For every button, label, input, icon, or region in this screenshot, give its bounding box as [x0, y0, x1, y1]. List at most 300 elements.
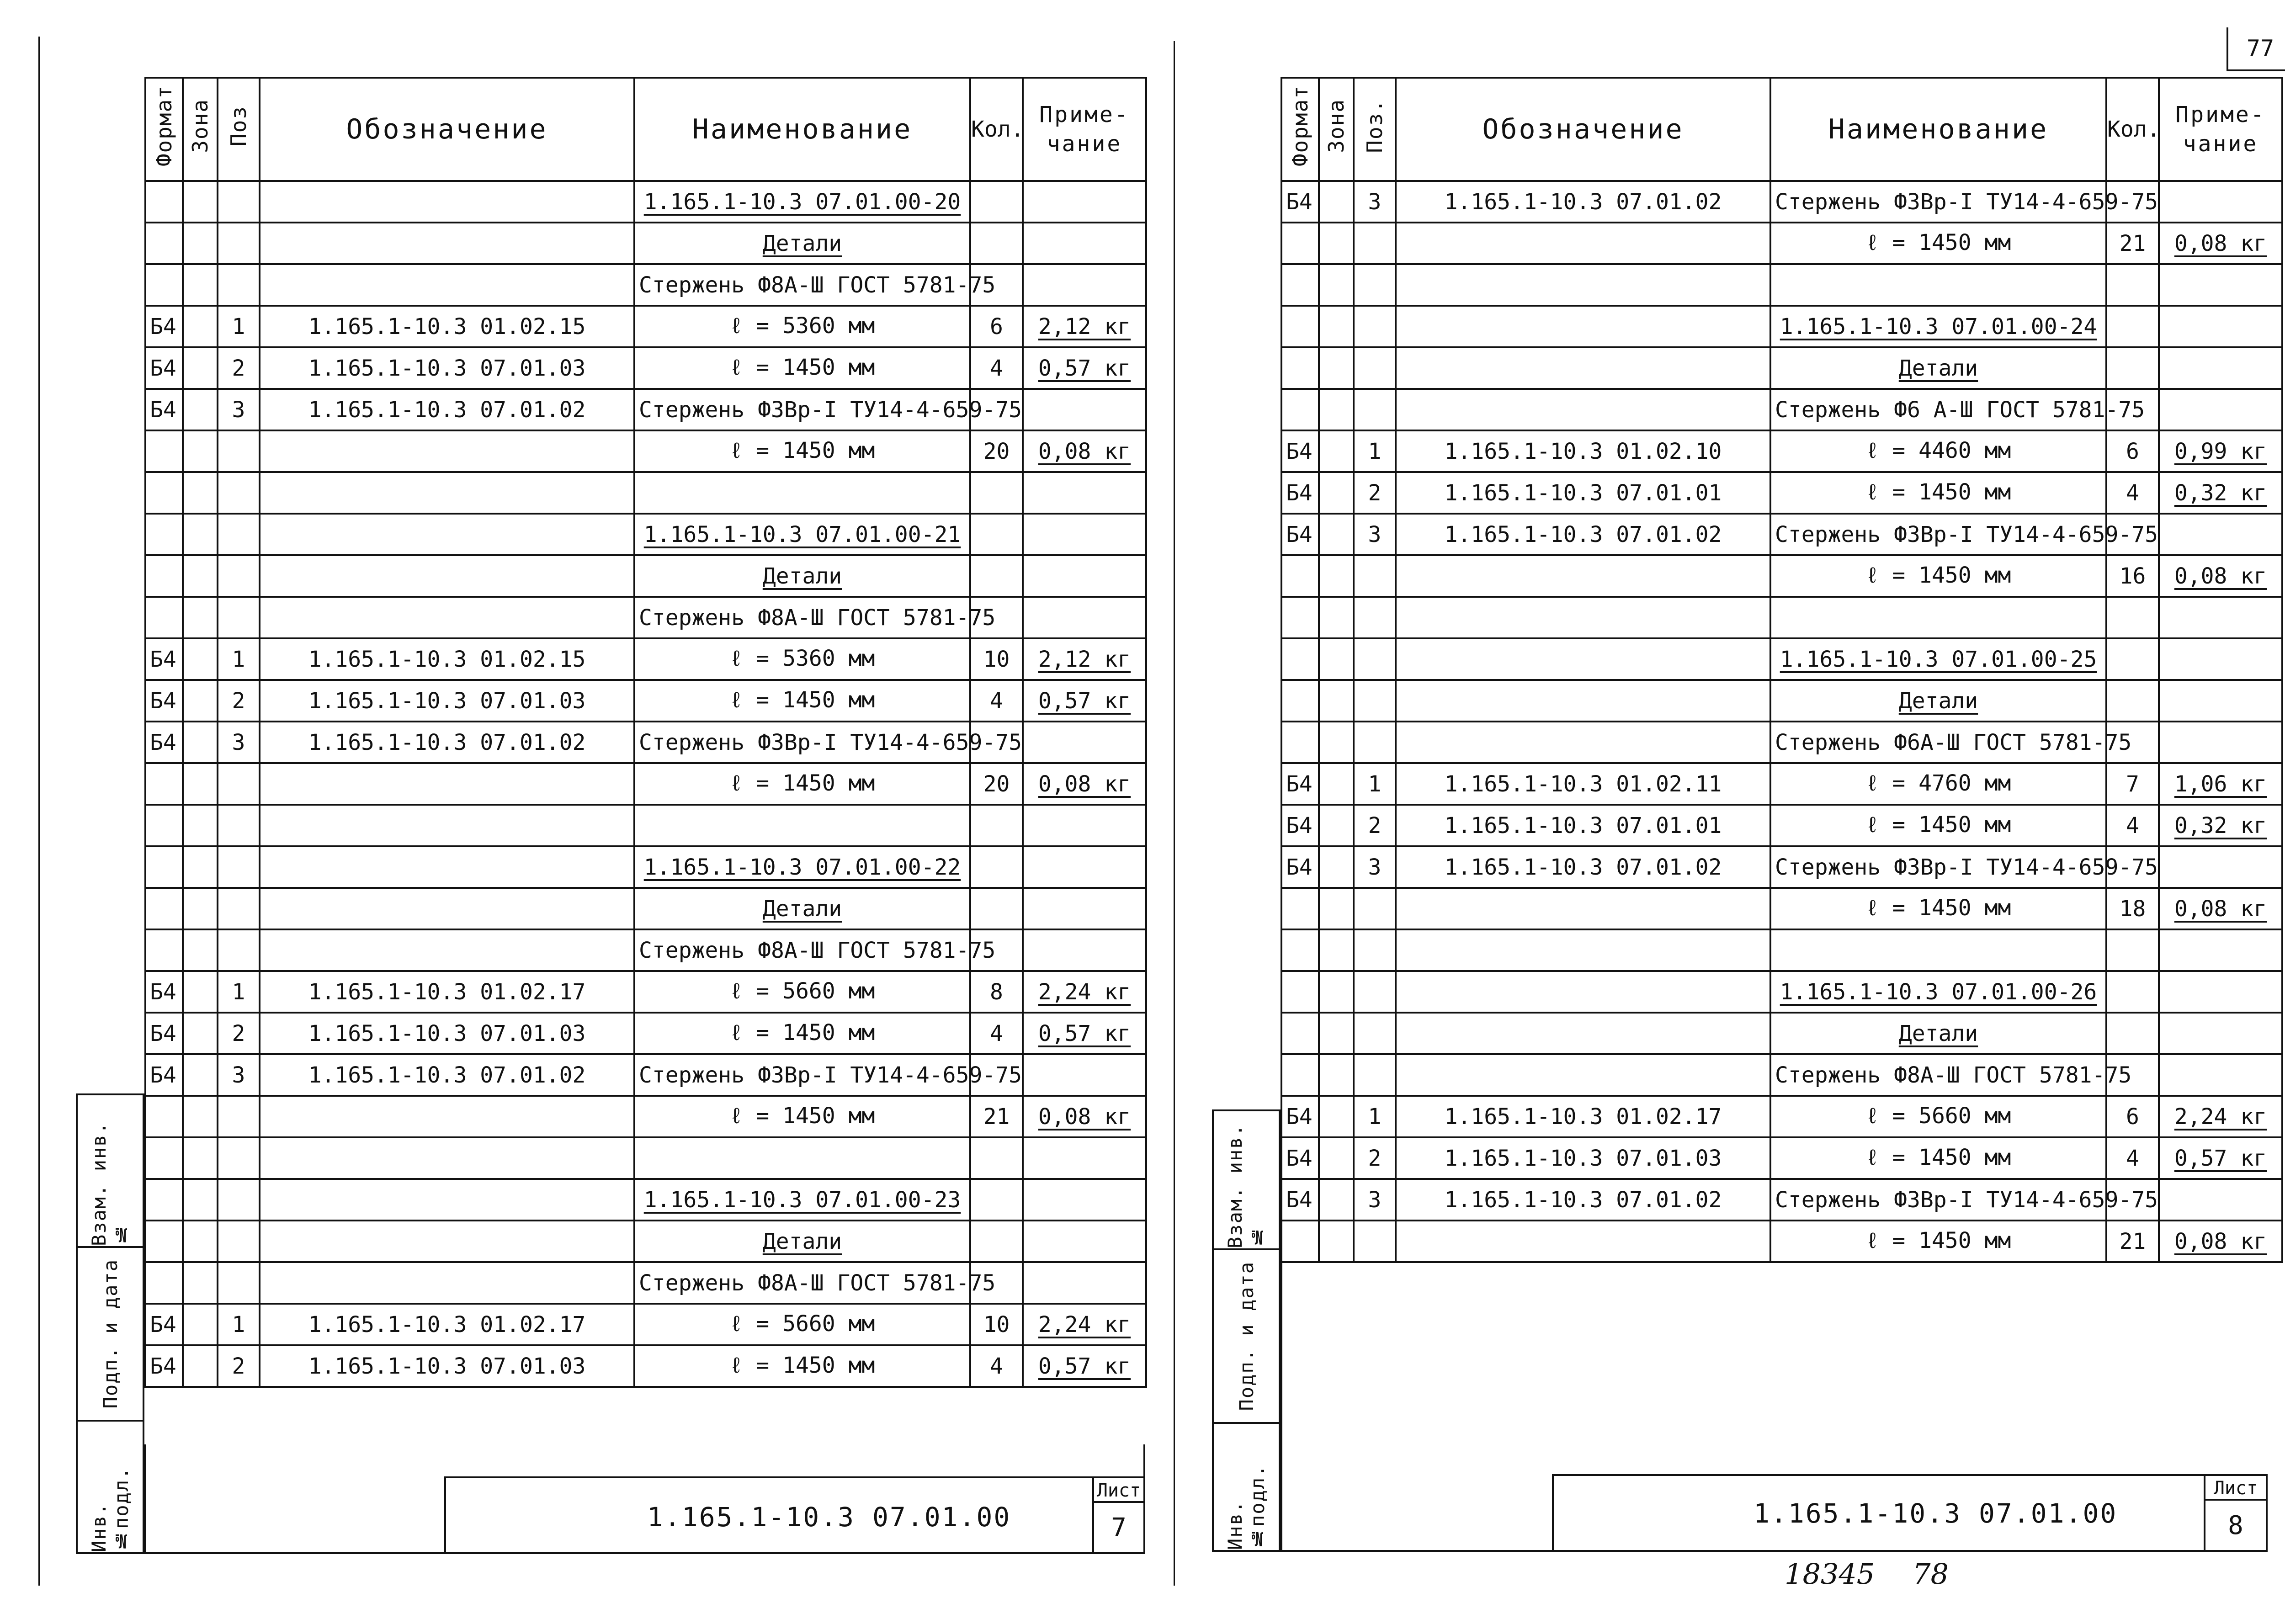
cell-name	[634, 971, 970, 1013]
cell-format	[145, 846, 183, 888]
title-code-right: 1.165.1-10.3 07.01.00	[1754, 1498, 2118, 1529]
cell-note-text: 2,24 кг	[1038, 979, 1131, 1005]
cell-name	[1770, 597, 2106, 638]
cell-note-text: 2,24 кг	[2174, 1104, 2267, 1130]
cell-name	[634, 1304, 970, 1345]
cell-qty	[2106, 971, 2159, 1013]
table-row	[145, 514, 1146, 555]
cell-format: Б4	[1281, 846, 1319, 888]
cell-name-text: ℓ = 5660 мм	[729, 1311, 875, 1337]
table-row	[145, 1179, 1146, 1221]
cell-pos	[218, 1096, 260, 1137]
cell-format	[145, 1262, 183, 1304]
margin-block-left	[76, 1093, 144, 1554]
table-row	[1281, 347, 2282, 389]
archive-page: 78	[1913, 1557, 1949, 1591]
cell-name-text: 1.165.1-10.3 07.01.00-20	[643, 189, 961, 215]
cell-note	[2159, 555, 2282, 597]
cell-note	[1023, 1179, 1146, 1221]
table-row	[1281, 181, 2282, 223]
cell-name	[634, 763, 970, 805]
cell-zone	[183, 1179, 218, 1221]
fold-line-center	[1174, 41, 1175, 1586]
cell-designation	[260, 846, 634, 888]
cell-pos	[1354, 929, 1396, 971]
cell-zone	[183, 223, 218, 264]
table-row	[145, 347, 1146, 389]
cell-name-text: ℓ = 1450 мм	[729, 1103, 875, 1129]
cell-format	[1281, 1221, 1319, 1262]
cell-qty	[2106, 264, 2159, 306]
cell-note-text: 0,08 кг	[2174, 230, 2267, 256]
table-row	[1281, 763, 2282, 805]
cell-designation	[1396, 888, 1770, 929]
cell-name	[1770, 430, 2106, 472]
page-number: 77	[2246, 35, 2274, 62]
table-row	[1281, 929, 2282, 971]
sheet-label-right: Лист	[2204, 1474, 2268, 1501]
cell-designation	[260, 763, 634, 805]
cell-note	[1023, 638, 1146, 680]
cell-note-text: 0,57 кг	[1038, 688, 1131, 714]
cell-note	[1023, 763, 1146, 805]
cell-zone	[183, 1221, 218, 1262]
cell-zone	[1319, 389, 1354, 430]
cell-designation: 1.165.1-10.3 01.02.17	[260, 971, 634, 1013]
cell-name-text: ℓ = 1450 мм	[1865, 479, 2011, 505]
cell-name	[1770, 1054, 2132, 1096]
spec-sheet-left	[88, 77, 1147, 1552]
cell-name-text: ℓ = 1450 мм	[729, 1353, 875, 1378]
cell-format	[145, 597, 183, 638]
cell-note	[2159, 597, 2282, 638]
cell-note	[2159, 1179, 2282, 1221]
cell-qty	[970, 1179, 1023, 1221]
cell-name-text: ℓ = 5660 мм	[1865, 1103, 2011, 1129]
cell-format	[145, 472, 183, 514]
table-row	[1281, 430, 2282, 472]
table-row	[145, 763, 1146, 805]
cell-name-text: ℓ = 1450 мм	[729, 355, 875, 380]
table-row	[1281, 1096, 2282, 1137]
cell-zone	[183, 514, 218, 555]
cell-zone	[1319, 680, 1354, 722]
cell-format	[1281, 223, 1319, 264]
cell-format	[1281, 722, 1319, 763]
cell-qty: 6	[2106, 1096, 2159, 1137]
cell-zone	[183, 264, 218, 306]
cell-designation: 1.165.1-10.3 07.01.03	[260, 347, 634, 389]
cell-note	[2159, 846, 2282, 888]
cell-name	[634, 347, 970, 389]
cell-pos	[1354, 888, 1396, 929]
table-row	[145, 1013, 1146, 1054]
margin-replace-inv-right: Взам. инв. №	[1224, 1124, 1269, 1248]
cell-pos: 3	[218, 1054, 260, 1096]
cell-pos	[1354, 223, 1396, 264]
cell-zone	[1319, 347, 1354, 389]
cell-pos	[218, 1179, 260, 1221]
cell-note-text: 0,08 кг	[2174, 563, 2267, 589]
table-row	[145, 680, 1146, 722]
header-name: Наименование	[634, 78, 970, 181]
cell-name-text: Стержень Ф3Вр-I ТУ14-4-659-75	[639, 729, 1022, 755]
cell-format	[1281, 389, 1319, 430]
cell-qty	[2106, 306, 2159, 347]
cell-name	[1770, 1137, 2106, 1179]
cell-pos	[218, 430, 260, 472]
cell-designation	[1396, 929, 1770, 971]
cell-qty	[2106, 1013, 2159, 1054]
cell-name-text: Стержень Ф8А-Ш ГОСТ 5781-75	[1775, 1062, 2132, 1088]
cell-designation: 1.165.1-10.3 07.01.02	[1396, 181, 1770, 223]
cell-name	[634, 430, 970, 472]
header-qty: Кол.	[2106, 78, 2159, 181]
table-row	[145, 846, 1146, 888]
cell-pos	[218, 472, 260, 514]
cell-note	[1023, 306, 1146, 347]
cell-format	[145, 430, 183, 472]
table-row	[1281, 888, 2282, 929]
table-row	[1281, 638, 2282, 680]
cell-note	[1023, 1345, 1146, 1387]
table-row	[145, 805, 1146, 846]
cell-designation: 1.165.1-10.3 07.01.01	[1396, 805, 1770, 846]
cell-zone	[183, 472, 218, 514]
cell-zone	[1319, 1221, 1354, 1262]
cell-pos	[218, 181, 260, 223]
cell-qty	[970, 472, 1023, 514]
cell-zone	[183, 763, 218, 805]
cell-designation	[260, 805, 634, 846]
margin-inv-orig-right: Инв. №подл.	[1214, 1422, 1279, 1550]
cell-zone	[183, 1054, 218, 1096]
cell-pos	[218, 223, 260, 264]
cell-zone	[183, 846, 218, 888]
cell-pos: 1	[218, 306, 260, 347]
cell-designation	[260, 1137, 634, 1179]
cell-qty: 8	[970, 971, 1023, 1013]
cell-format	[145, 181, 183, 223]
sheet-number-right: 8	[2204, 1499, 2268, 1552]
cell-name-text: ℓ = 1450 мм	[729, 1020, 875, 1046]
cell-note	[1023, 971, 1146, 1013]
cell-note	[2159, 1137, 2282, 1179]
cell-designation	[1396, 223, 1770, 264]
cell-note	[1023, 805, 1146, 846]
cell-name	[634, 1054, 1022, 1096]
table-row	[145, 1096, 1146, 1137]
cell-zone	[1319, 805, 1354, 846]
cell-designation	[1396, 722, 1770, 763]
cell-qty	[970, 1137, 1023, 1179]
cell-note	[1023, 888, 1146, 929]
cell-format: Б4	[145, 306, 183, 347]
table-row	[145, 597, 1146, 638]
cell-qty: 20	[970, 763, 1023, 805]
cell-zone	[183, 430, 218, 472]
cell-format	[1281, 638, 1319, 680]
cell-note-text: 0,57 кг	[1038, 1020, 1131, 1046]
cell-pos	[1354, 555, 1396, 597]
cell-name	[634, 264, 996, 306]
cell-note	[1023, 1054, 1146, 1096]
cell-name-text: ℓ = 1450 мм	[729, 770, 875, 796]
cell-note	[1023, 472, 1146, 514]
header-format: Формат	[145, 78, 183, 181]
cell-note-text: 0,57 кг	[1038, 355, 1131, 381]
cell-pos: 2	[218, 1345, 260, 1387]
cell-pos	[1354, 306, 1396, 347]
cell-name-text: Стержень Ф8А-Ш ГОСТ 5781-75	[639, 1270, 996, 1296]
cell-format: Б4	[1281, 1179, 1319, 1221]
cell-name-text: Детали	[762, 563, 842, 589]
header-pos: Поз	[218, 78, 260, 181]
cell-designation	[1396, 264, 1770, 306]
cell-note	[2159, 1013, 2282, 1054]
cell-pos	[1354, 680, 1396, 722]
fold-line-left	[38, 37, 40, 1586]
cell-pos	[1354, 1013, 1396, 1054]
cell-name-text: Детали	[1898, 1020, 1978, 1046]
cell-name	[1770, 888, 2106, 929]
header-zone: Зона	[183, 78, 218, 181]
cell-note-text: 0,57 кг	[1038, 1353, 1131, 1379]
table-row	[1281, 306, 2282, 347]
cell-designation	[1396, 971, 1770, 1013]
cell-note	[1023, 846, 1146, 888]
margin-inv-orig-left: Инв. №подл.	[78, 1420, 143, 1552]
cell-designation	[260, 929, 634, 971]
cell-note	[2159, 722, 2282, 763]
cell-name-text: ℓ = 1450 мм	[1865, 812, 2011, 838]
table-row	[1281, 264, 2282, 306]
cell-zone	[1319, 763, 1354, 805]
cell-qty	[2106, 929, 2159, 971]
cell-name	[634, 306, 970, 347]
cell-name	[1770, 638, 2106, 680]
table-row	[145, 1054, 1146, 1096]
cell-format	[1281, 888, 1319, 929]
table-row	[145, 306, 1146, 347]
cell-designation: 1.165.1-10.3 01.02.17	[1396, 1096, 1770, 1137]
cell-note-text: 0,57 кг	[2174, 1145, 2267, 1171]
cell-designation: 1.165.1-10.3 07.01.03	[1396, 1137, 1770, 1179]
cell-format: Б4	[1281, 1096, 1319, 1137]
cell-note-text: 0,08 кг	[1038, 438, 1131, 464]
table-row	[1281, 555, 2282, 597]
title-code-left: 1.165.1-10.3 07.01.00	[647, 1502, 1011, 1533]
cell-name	[634, 514, 970, 555]
table-row	[1281, 680, 2282, 722]
cell-name	[1770, 472, 2106, 514]
cell-note	[2159, 472, 2282, 514]
cell-format	[145, 1096, 183, 1137]
cell-designation	[260, 555, 634, 597]
cell-note	[1023, 555, 1146, 597]
cell-pos	[1354, 597, 1396, 638]
cell-designation	[260, 430, 634, 472]
cell-designation: 1.165.1-10.3 01.02.15	[260, 306, 634, 347]
cell-pos: 1	[1354, 763, 1396, 805]
cell-format: Б4	[1281, 763, 1319, 805]
cell-note	[2159, 805, 2282, 846]
cell-qty: 18	[2106, 888, 2159, 929]
cell-format: Б4	[1281, 805, 1319, 846]
cell-format	[1281, 597, 1319, 638]
cell-note-text: 2,12 кг	[1038, 313, 1131, 340]
cell-name-text: ℓ = 1450 мм	[729, 438, 875, 463]
cell-name-text: 1.165.1-10.3 07.01.00-24	[1780, 313, 2097, 340]
cell-zone	[1319, 597, 1354, 638]
cell-zone	[183, 1262, 218, 1304]
cell-pos	[218, 1137, 260, 1179]
cell-qty: 4	[970, 347, 1023, 389]
header-qty: Кол.	[970, 78, 1023, 181]
cell-note	[1023, 264, 1146, 306]
cell-qty: 6	[2106, 430, 2159, 472]
table-row	[145, 971, 1146, 1013]
cell-note	[2159, 514, 2282, 555]
cell-qty	[2106, 680, 2159, 722]
cell-name	[1770, 846, 2158, 888]
cell-qty: 4	[2106, 472, 2159, 514]
cell-note	[1023, 722, 1146, 763]
cell-zone	[1319, 264, 1354, 306]
cell-name	[634, 181, 970, 223]
cell-name	[1770, 1096, 2106, 1137]
cell-format	[1281, 347, 1319, 389]
table-row	[1281, 472, 2282, 514]
table-row	[1281, 805, 2282, 846]
cell-note-text: 0,08 кг	[2174, 1228, 2267, 1254]
cell-note-text: 2,24 кг	[1038, 1311, 1131, 1337]
cell-zone	[1319, 846, 1354, 888]
cell-name	[634, 1013, 970, 1054]
cell-name	[1770, 389, 2145, 430]
cell-designation: 1.165.1-10.3 07.01.02	[260, 1054, 634, 1096]
cell-designation	[260, 472, 634, 514]
cell-format	[145, 555, 183, 597]
cell-pos	[1354, 389, 1396, 430]
cell-note	[1023, 181, 1146, 223]
header-format: Формат	[1281, 78, 1319, 181]
cell-note	[1023, 1262, 1146, 1304]
cell-name-text: Стержень Ф3Вр-I ТУ14-4-659-75	[639, 1062, 1022, 1088]
margin-sign-date-left: Подп. и дата	[78, 1246, 143, 1420]
page-number-box	[2227, 27, 2285, 71]
cell-pos: 3	[1354, 1179, 1396, 1221]
cell-name	[634, 1345, 970, 1387]
margin-replace-inv-left: Взам. инв. №	[88, 1121, 133, 1246]
cell-note	[2159, 1096, 2282, 1137]
cell-note	[2159, 971, 2282, 1013]
cell-zone	[183, 389, 218, 430]
cell-pos	[218, 846, 260, 888]
cell-name-text: Стержень Ф6А-Ш ГОСТ 5781-75	[1775, 729, 2132, 755]
table-row	[145, 223, 1146, 264]
cell-qty: 16	[2106, 555, 2159, 597]
cell-designation	[1396, 306, 1770, 347]
cell-note	[2159, 430, 2282, 472]
cell-note	[1023, 1096, 1146, 1137]
spec-table-body-left	[145, 181, 1146, 1387]
table-header-row	[145, 78, 1146, 181]
cell-pos	[218, 888, 260, 929]
cell-designation: 1.165.1-10.3 07.01.02	[1396, 514, 1770, 555]
cell-note	[1023, 1137, 1146, 1179]
cell-qty	[2106, 638, 2159, 680]
cell-qty: 4	[2106, 1137, 2159, 1179]
cell-name	[1770, 264, 2106, 306]
cell-pos: 3	[218, 389, 260, 430]
cell-pos: 1	[1354, 1096, 1396, 1137]
cell-zone	[183, 971, 218, 1013]
cell-format	[145, 929, 183, 971]
cell-pos: 1	[218, 1304, 260, 1345]
cell-zone	[183, 1304, 218, 1345]
cell-pos	[1354, 347, 1396, 389]
cell-format	[1281, 680, 1319, 722]
cell-name-text: Детали	[1898, 355, 1978, 381]
cell-qty	[2106, 347, 2159, 389]
cell-pos: 3	[1354, 181, 1396, 223]
cell-format: Б4	[145, 722, 183, 763]
cell-format	[145, 763, 183, 805]
cell-name-text: ℓ = 4760 мм	[1865, 770, 2011, 796]
cell-name-text: Стержень Ф6 А-Ш ГОСТ 5781-75	[1775, 397, 2145, 423]
cell-name-text: Детали	[762, 230, 842, 256]
cell-name-text: Стержень Ф3Вр-I ТУ14-4-659-75	[639, 397, 1022, 423]
table-row	[145, 555, 1146, 597]
cell-name-text: ℓ = 1450 мм	[1865, 563, 2011, 588]
cell-designation: 1.165.1-10.3 07.01.01	[1396, 472, 1770, 514]
table-row	[145, 1262, 1146, 1304]
cell-name-text: Стержень Ф8А-Ш ГОСТ 5781-75	[639, 605, 996, 631]
cell-qty	[970, 1221, 1023, 1262]
margin-block-right	[1212, 1109, 1281, 1552]
cell-format	[1281, 306, 1319, 347]
cell-name	[634, 888, 970, 929]
cell-name	[1770, 1221, 2106, 1262]
cell-note	[2159, 181, 2282, 223]
cell-name-text: Стержень Ф3Вр-I ТУ14-4-659-75	[1775, 1187, 2158, 1213]
cell-name	[634, 597, 996, 638]
table-row	[145, 181, 1146, 223]
table-row	[145, 888, 1146, 929]
table-row	[145, 1137, 1146, 1179]
cell-zone	[1319, 306, 1354, 347]
cell-pos: 2	[218, 680, 260, 722]
cell-designation	[260, 1179, 634, 1221]
cell-note	[2159, 389, 2282, 430]
table-row	[145, 1304, 1146, 1345]
cell-qty	[970, 846, 1023, 888]
cell-note-text: 0,32 кг	[2174, 812, 2267, 839]
cell-qty: 7	[2106, 763, 2159, 805]
cell-pos: 1	[218, 638, 260, 680]
cell-name-text: ℓ = 1450 мм	[1865, 895, 2011, 921]
cell-pos: 2	[1354, 1137, 1396, 1179]
table-row	[145, 1345, 1146, 1387]
table-row	[145, 929, 1146, 971]
cell-designation: 1.165.1-10.3 07.01.02	[260, 722, 634, 763]
cell-format	[145, 888, 183, 929]
cell-pos: 2	[218, 347, 260, 389]
cell-pos	[218, 929, 260, 971]
cell-format	[1281, 971, 1319, 1013]
cell-name	[634, 929, 996, 971]
